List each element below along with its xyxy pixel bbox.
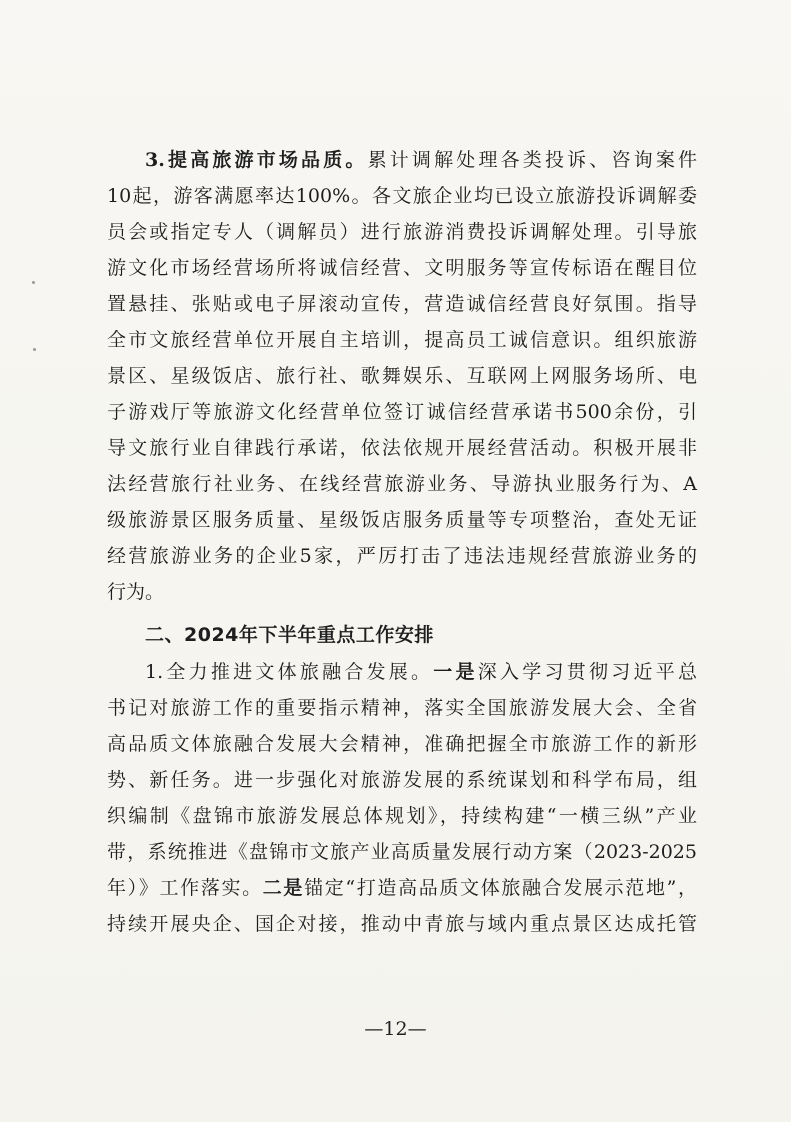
- paragraph-line: [107, 322, 697, 358]
- paragraph-line: [107, 142, 697, 178]
- paragraph-line: [107, 394, 697, 430]
- paragraph-line: [107, 286, 697, 322]
- line-text: 10起，游客满愿率达100%。各文旅企业均已设立旅游投诉调解委: [107, 185, 697, 207]
- line-text: 带，系统推进《盘锦市文旅产业高质量发展行动方案（2023-2025: [107, 841, 697, 863]
- line-text: 年）》工作落实。: [107, 877, 263, 899]
- emphasis-text: 二是: [262, 877, 305, 899]
- paragraph-line: [107, 466, 697, 502]
- paragraph-line: [107, 870, 697, 906]
- paragraph-line: [107, 654, 697, 690]
- paragraph-line: [107, 214, 697, 250]
- item-heading: 全力推进文体旅融合发展。: [163, 661, 434, 683]
- line-text: 书记对旅游工作的重要指示精神，落实全国旅游发展大会、全省: [107, 697, 697, 719]
- item-number: 1.: [145, 661, 164, 683]
- item-number: 3.: [145, 149, 165, 171]
- line-text: 导文旅行业自律践行承诺，依法依规开展经营活动。积极开展非: [107, 437, 697, 459]
- paragraph-line: [107, 538, 697, 574]
- line-text: 势、新任务。进一步强化对旅游发展的系统谋划和科学布局，组: [107, 769, 697, 791]
- line-text: 高品质文体旅融合发展大会精神，准确把握全市旅游工作的新形: [107, 733, 697, 755]
- line-text: 持续开展央企、国企对接，推动中青旅与域内重点景区达成托管: [107, 913, 697, 935]
- line-text: 景区、星级饭店、旅行社、歌舞娱乐、互联网上网服务场所、电: [107, 365, 697, 387]
- paragraph-line: [107, 178, 697, 214]
- line-text: 级旅游景区服务质量、星级饭店服务质量等专项整治，查处无证: [107, 509, 697, 531]
- line-text: 经营旅游业务的企业5家，严厉打击了违法违规经营旅游业务的: [107, 545, 697, 567]
- paragraph-line: [107, 574, 697, 610]
- item-heading: 提高旅游市场品质。: [164, 149, 368, 171]
- line-text: 员会或指定专人（调解员）进行旅游消费投诉调解处理。引导旅: [107, 221, 697, 243]
- section-heading-text: 二、2024年下半年重点工作安排: [145, 624, 434, 646]
- scan-mark: [33, 348, 36, 351]
- paragraph-line: [107, 430, 697, 466]
- line-text: 累计调解处理各类投诉、咨询案件: [367, 149, 697, 171]
- line-text: 全市文旅经营单位开展自主培训，提高员工诚信意识。组织旅游: [107, 329, 697, 351]
- section-heading: [107, 617, 697, 653]
- paragraph-line: [107, 834, 697, 870]
- paragraph-line: [107, 690, 697, 726]
- line-text: 子游戏厅等旅游文化经营单位签订诚信经营承诺书500余份，引: [107, 401, 697, 423]
- line-text: 置悬挂、张贴或电子屏滚动宣传，营造诚信经营良好氛围。指导: [107, 293, 697, 315]
- page-number: —12—: [364, 1018, 427, 1040]
- paragraph-line: [107, 762, 697, 798]
- line-text: 游文化市场经营场所将诚信经营、文明服务等宣传标语在醒目位: [107, 257, 697, 279]
- paragraph-1: [107, 654, 697, 942]
- paragraph-line: [107, 250, 697, 286]
- line-text: 行为。: [107, 581, 165, 603]
- paragraph-line: [107, 726, 697, 762]
- paragraph-line: [107, 798, 697, 834]
- body-text: [107, 142, 697, 942]
- paragraph-3: [107, 142, 697, 610]
- paragraph-line: [107, 358, 697, 394]
- paragraph-line: [107, 502, 697, 538]
- paragraph-line: [107, 906, 697, 942]
- line-text: 法经营旅行社业务、在线经营旅游业务、导游执业服务行为、A: [107, 473, 697, 495]
- scan-mark: [32, 281, 35, 284]
- line-text: 锚定“打造高品质文体旅融合发展示范地”，: [304, 877, 697, 899]
- line-text: 深入学习贯彻习近平总: [477, 661, 697, 683]
- emphasis-text: 一是: [433, 661, 478, 683]
- line-text: 织编制《盘锦市旅游发展总体规划》，持续构建“一横三纵”产业: [107, 805, 697, 827]
